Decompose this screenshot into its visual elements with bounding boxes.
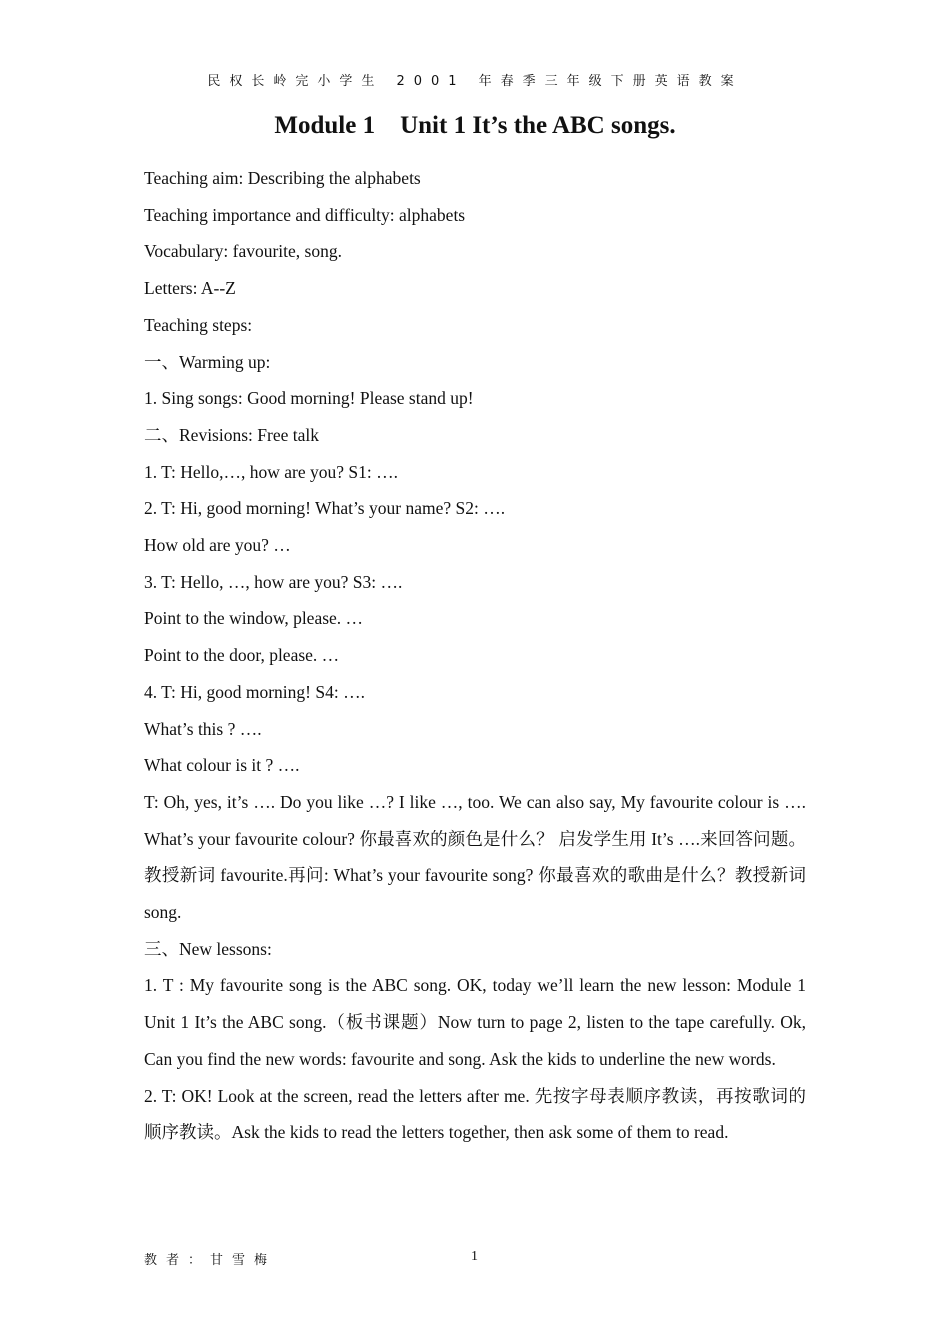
new-lesson-step-2: 2. T: OK! Look at the screen, read the letters after me. 先按字母表顺序教读，再按歌词的顺序教读。Ask the kids to read the letters together, then ask some of them to read. [144,1085,806,1143]
section-revisions: 二、Revisions: Free talk [144,424,319,445]
page-number: 1 [471,1249,478,1264]
vocabulary: Vocabulary: favourite, song. [144,241,342,262]
new-lesson-step-1: 1. T : My favourite song is the ABC song. OK, today we’ll learn the new lesson: Module 1 Unit 1 It’s the ABC song.（板书课题）Now turn to page 2, listen to the tape carefully. Ok, Can you find the new words: favourite and song. Ask the kids to underline the new words. [144,975,806,1069]
revision-step-4-this: What’s this ? …. [144,718,262,739]
revision-step-3-door: Point to the door, please. … [144,645,340,666]
section-warming-up: 一、Warming up: [144,351,271,372]
revision-step-3-window: Point to the window, please. … [144,608,364,629]
warming-step-1: 1. Sing songs: Good morning! Please stand up! [144,388,474,409]
letters: Letters: A--Z [144,278,236,299]
favourite-dialogue-paragraph: T: Oh, yes, it’s …. Do you like …? I like …, too. We can also say, My favourite colour is …. What’s your favourite colour? 你最喜欢的颜色是什么？ 启发学生用 It’s ….来回答问题。教授新词 favourite.再问: What’s your favourite song? 你最喜欢的歌曲是什么？教授新词 song. [144,791,806,923]
revision-step-2-followup: How old are you? … [144,535,291,556]
section-new-lessons: 三、New lessons: [144,938,272,959]
revision-step-3: 3. T: Hello, …, how are you? S3: …. [144,571,403,592]
page-header: 民权长岭完小学生 2001 年春季三年级下册英语教案 [207,74,743,89]
revision-step-2: 2. T: Hi, good morning! What’s your name? S2: …. [144,498,506,519]
revision-step-4: 4. T: Hi, good morning! S4: …. [144,681,365,702]
lesson-body [144,160,806,1151]
lesson-title: Module 1 Unit 1 It’s the ABC songs. [274,112,676,139]
teaching-steps-heading: Teaching steps: [144,314,253,335]
revision-step-4-colour: What colour is it ? …. [144,755,300,776]
teaching-aim: Teaching aim: Describing the alphabets [144,168,421,188]
teaching-importance: Teaching importance and difficulty: alphabets [144,204,466,225]
revision-step-1: 1. T: Hello,…, how are you? S1: …. [144,461,398,482]
footer-author: 教者：甘雪梅 [144,1253,277,1268]
